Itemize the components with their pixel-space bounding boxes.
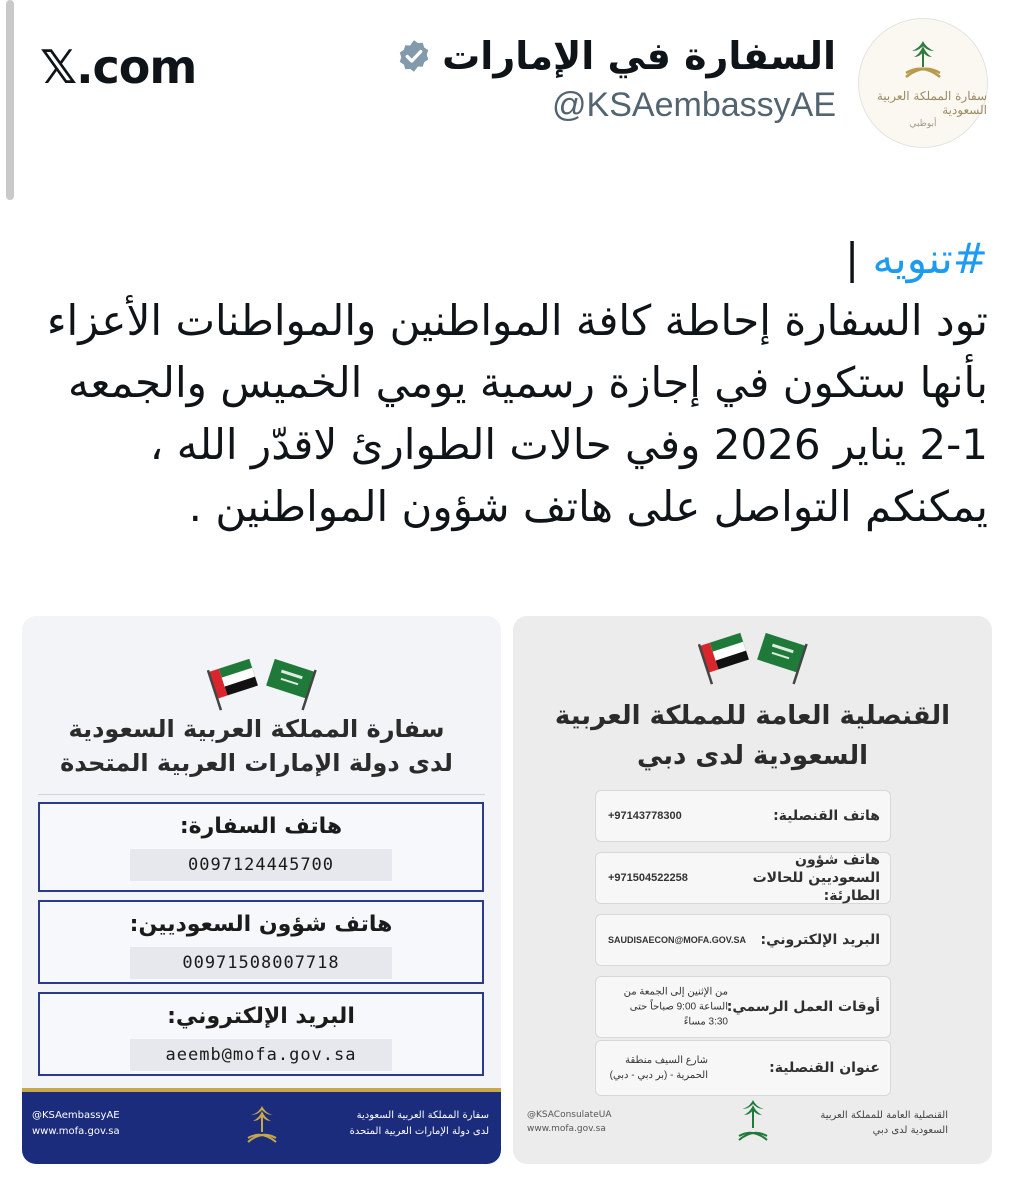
hashtag-link[interactable]: #تنويه [872,234,988,283]
embassy-email-label: البريد الإلكتروني: [167,1004,355,1029]
author-name-row[interactable] [396,34,836,78]
tweet-header [40,18,988,158]
embassy-email-value: aeemb@mofa.gov.sa [130,1039,392,1071]
consulate-title-line-2: السعودية لدى دبي [636,741,869,771]
consulate-address-label: عنوان القنصلية: [769,1060,880,1076]
avatar-text: سفارة المملكة العربية السعودية [876,89,987,117]
embassy-phone-box [38,802,484,892]
embassy-footer-url: www.mofa.gov.sa [32,1126,120,1137]
consulate-footer-name-2: السعودية لدى دبي [872,1125,948,1136]
author-display-name[interactable]: السفارة في الإمارات [442,34,836,78]
embassy-title: سفارة المملكة العربية السعودية لدى دولة الإمارات العربية المتحدة [60,715,453,777]
hashtag-separator: | [845,234,873,283]
author-handle[interactable]: @KSAembassyAE [552,86,836,124]
x-logo-icon: 𝕏 [40,40,77,94]
consulate-title-line-1: القنصلية العامة للمملكة العربية [554,701,951,731]
consulate-email-value: SAUDISAECON@MOFA.GOV.SA [608,935,746,945]
consulate-address-row [595,1040,891,1096]
verified-badge-icon [396,38,432,74]
consulate-email-row [595,914,891,966]
tweet-body: تود السفارة إحاطة كافة المواطنين والمواطنات الأعزاء بأنها ستكون في إجازة رسمية يومي الخميس والجمعه 1-2 يناير 2026 وفي حالات الطوارئ لاقدّر الله ، يمكنكم التواصل على هاتف شؤون المواطنين . [46,296,988,531]
consulate-footer-right [820,1108,948,1138]
tweet-media [22,616,992,1164]
author-block[interactable] [396,34,836,125]
embassy-footer-name-2: لدى دولة الإمارات العربية المتحدة [349,1126,489,1137]
embassy-footer-handle: @KSAembassyAE [32,1110,120,1121]
saudi-emblem-icon [896,37,950,85]
palm-swords-icon [242,1104,282,1148]
consulate-email-label: البريد الإلكتروني: [760,932,880,948]
x-com-brand [40,40,196,94]
embassy-footer-left [32,1108,120,1140]
embassy-footer-name-1: سفارة المملكة العربية السعودية [356,1110,489,1121]
consulate-hours-value: من الإثنين إلى الجمعة من الساعة 9:00 صباحاً حتى 3:30 مساءً [623,986,728,1028]
consulate-footer-left [527,1108,612,1136]
consulate-footer-url: www.mofa.gov.sa [527,1124,606,1134]
uae-saudi-flags-icon [698,624,808,688]
consulate-phone-label: هاتف القنصلية: [773,808,880,824]
consulate-emergency-value: +971504522258 [608,872,688,884]
consulate-phone-row [595,790,891,842]
citizen-affairs-phone-value: 00971508007718 [130,947,392,979]
embassy-phone-label: هاتف السفارة: [179,814,343,839]
avatar[interactable] [858,18,988,148]
avatar-subtext: أبوظبي [909,119,937,129]
consulate-footer-name-1: القنصلية العامة للمملكة العربية [820,1110,948,1121]
embassy-footer-right [350,1108,489,1140]
tweet-text [30,228,988,538]
palm-swords-icon [733,1098,773,1146]
consulate-footer [513,1090,992,1164]
media-image-embassy[interactable] [22,616,501,1164]
x-domain: .com [76,40,197,94]
scrollbar[interactable] [6,0,14,200]
uae-saudi-flags-icon [207,646,317,716]
consulate-emergency-row [595,852,891,904]
embassy-phone-value: 0097124445700 [130,849,392,881]
consulate-emergency-label: هاتف شؤون السعوديين للحالات الطارئة: [752,852,880,904]
embassy-footer [22,1092,501,1164]
consulate-hours-row [595,976,891,1038]
citizen-affairs-phone-box [38,900,484,984]
consulate-hours-label: أوقات العمل الرسمي: [726,999,880,1015]
media-image-consulate[interactable] [513,616,992,1164]
consulate-footer-handle: @KSAConsulateUA [527,1110,612,1120]
citizen-affairs-phone-label: هاتف شؤون السعوديين: [129,912,393,937]
consulate-phone-value: +97143778300 [608,810,682,822]
consulate-address-value: شارع السيف منطقة الحمرية - (بر دبي - دبي) [609,1055,708,1081]
embassy-email-box [38,992,484,1076]
divider [38,794,485,795]
consulate-title [533,696,972,776]
